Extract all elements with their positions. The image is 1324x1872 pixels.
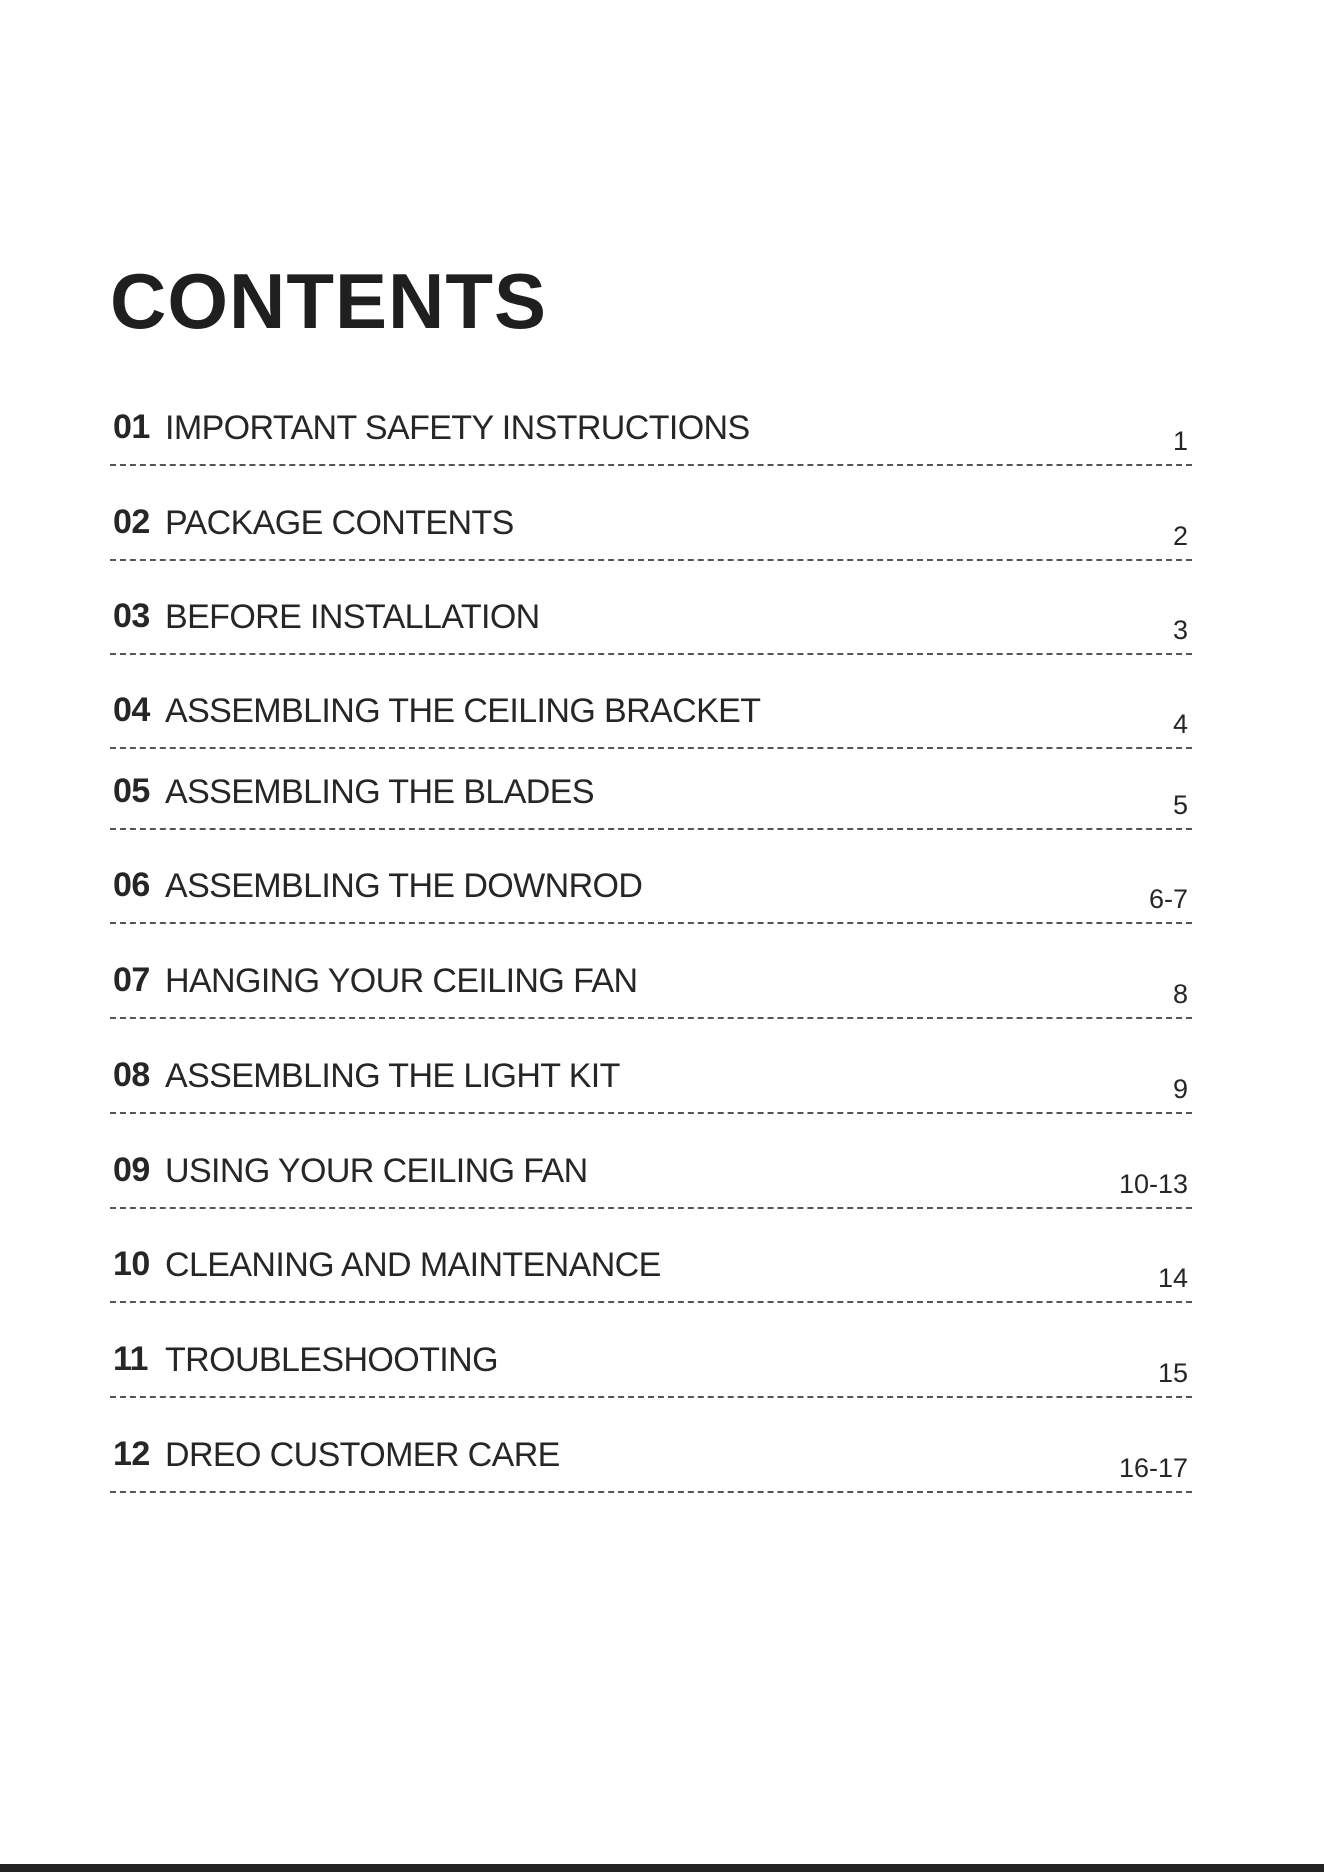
toc-entry-title: PACKAGE CONTENTS [165, 504, 514, 542]
toc-entry-number: 03 [113, 597, 150, 635]
toc-entry-number: 05 [113, 772, 150, 810]
toc-entry-page: 2 [1172, 521, 1188, 551]
toc-entry-number: 04 [113, 691, 150, 729]
toc-entry-page: 15 [1157, 1358, 1188, 1388]
toc-entry-title: IMPORTANT SAFETY INSTRUCTIONS [165, 409, 750, 447]
toc-entry-page: 9 [1172, 1074, 1188, 1104]
toc-entry-ceiling-bracket[interactable] [110, 687, 1192, 749]
toc-entry-light-kit[interactable] [110, 1052, 1192, 1114]
toc-entry-troubleshooting[interactable] [110, 1336, 1192, 1398]
bottom-edge-bar [0, 1864, 1324, 1872]
toc-entry-title: TROUBLESHOOTING [165, 1341, 498, 1379]
toc-entry-downrod[interactable] [110, 862, 1192, 924]
toc-entry-number: 07 [113, 961, 150, 999]
toc-entry-number: 10 [113, 1245, 150, 1283]
toc-entry-page: 14 [1157, 1263, 1188, 1293]
toc-entry-page: 4 [1172, 709, 1188, 739]
toc-entry-title: HANGING YOUR CEILING FAN [165, 962, 638, 1000]
toc-entry-number: 01 [113, 408, 150, 446]
toc-entry-page: 16-17 [1118, 1453, 1188, 1483]
toc-entry-title: ASSEMBLING THE LIGHT KIT [165, 1057, 620, 1095]
toc-entry-package-contents[interactable] [110, 499, 1192, 561]
table-of-contents [110, 0, 1192, 1872]
toc-entry-number: 02 [113, 503, 150, 541]
toc-entry-title: ASSEMBLING THE DOWNROD [165, 867, 643, 905]
toc-entry-cleaning-maintenance[interactable] [110, 1241, 1192, 1303]
toc-entry-number: 09 [113, 1151, 150, 1189]
toc-entry-number: 11 [113, 1340, 148, 1378]
toc-entry-safety-instructions[interactable] [110, 404, 1192, 466]
toc-entry-title: BEFORE INSTALLATION [165, 598, 540, 636]
page-title: CONTENTS [110, 257, 547, 345]
toc-entry-title: CLEANING AND MAINTENANCE [165, 1246, 661, 1284]
toc-entry-page: 3 [1172, 615, 1188, 645]
toc-entry-number: 12 [113, 1435, 150, 1473]
toc-entry-page: 6-7 [1148, 884, 1188, 914]
toc-entry-page: 5 [1172, 790, 1188, 820]
toc-entry-page: 10-13 [1118, 1169, 1188, 1199]
toc-entry-title: ASSEMBLING THE CEILING BRACKET [165, 692, 761, 730]
toc-entry-using-fan[interactable] [110, 1147, 1192, 1209]
toc-entry-number: 08 [113, 1056, 150, 1094]
toc-entry-hanging-fan[interactable] [110, 957, 1192, 1019]
toc-entry-title: DREO CUSTOMER CARE [165, 1436, 560, 1474]
toc-entry-blades[interactable] [110, 768, 1192, 830]
toc-entry-page: 8 [1172, 979, 1188, 1009]
toc-entry-title: USING YOUR CEILING FAN [165, 1152, 588, 1190]
toc-entry-page: 1 [1172, 426, 1188, 456]
toc-entry-before-installation[interactable] [110, 593, 1192, 655]
toc-entry-number: 06 [113, 866, 150, 904]
toc-entry-customer-care[interactable] [110, 1431, 1192, 1493]
toc-entry-title: ASSEMBLING THE BLADES [165, 773, 594, 811]
